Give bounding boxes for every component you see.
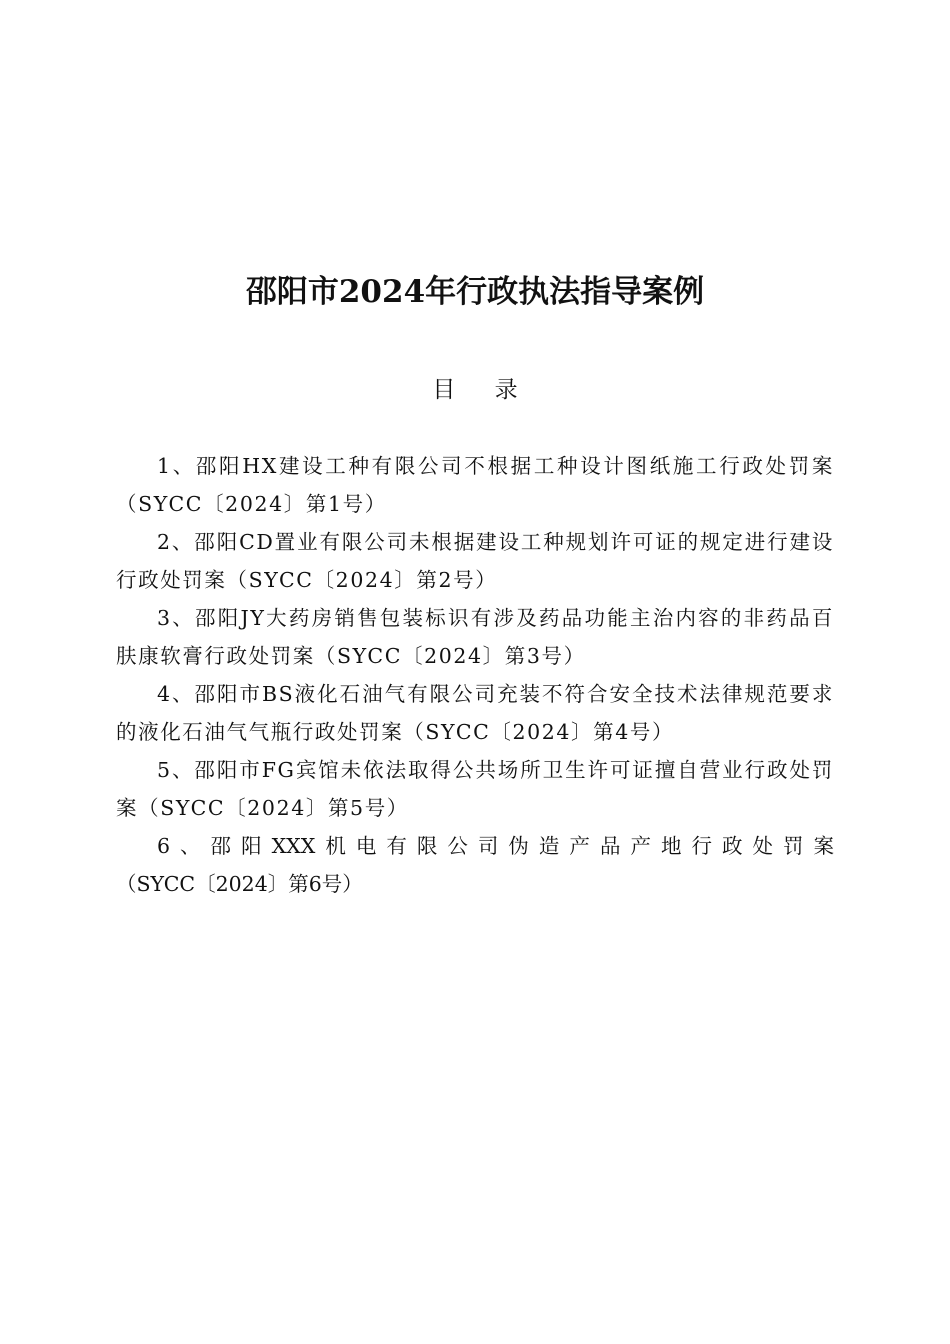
toc-item-6-line-2: （SYCC〔2024〕第6号） xyxy=(116,872,363,896)
toc-item-2: 2、邵阳CD置业有限公司未根据建设工种规划许可证的规定进行建设行政处罚案（SYCC〔2024〕第2号） xyxy=(116,530,834,592)
toc-item-4: 4、邵阳市BS液化石油气有限公司充装不符合安全技术法律规范要求的液化石油气气瓶行政处罚案（SYCC〔2024〕第4号） xyxy=(116,682,834,744)
toc-item-1: 1、邵阳HX建设工种有限公司不根据工种设计图纸施工行政处罚案（SYCC〔2024〕第1号） xyxy=(116,454,834,516)
document-title: 邵阳市2024年行政执法指导案例 xyxy=(245,274,705,310)
toc-heading: 目 录 xyxy=(432,377,534,403)
toc-item-5: 5、邵阳市FG宾馆未依法取得公共场所卫生许可证擅自营业行政处罚案（SYCC〔2024〕第5号） xyxy=(116,758,834,820)
toc-item-6 xyxy=(116,827,834,903)
toc-list xyxy=(116,447,834,903)
toc-item-3: 3、邵阳JY大药房销售包装标识有涉及药品功能主治内容的非药品百肤康软膏行政处罚案（SYCC〔2024〕第3号） xyxy=(116,606,834,668)
toc-item-6-line-1: 6、邵阳XXX机电有限公司伪造产品产地行政处罚案 xyxy=(157,834,834,858)
